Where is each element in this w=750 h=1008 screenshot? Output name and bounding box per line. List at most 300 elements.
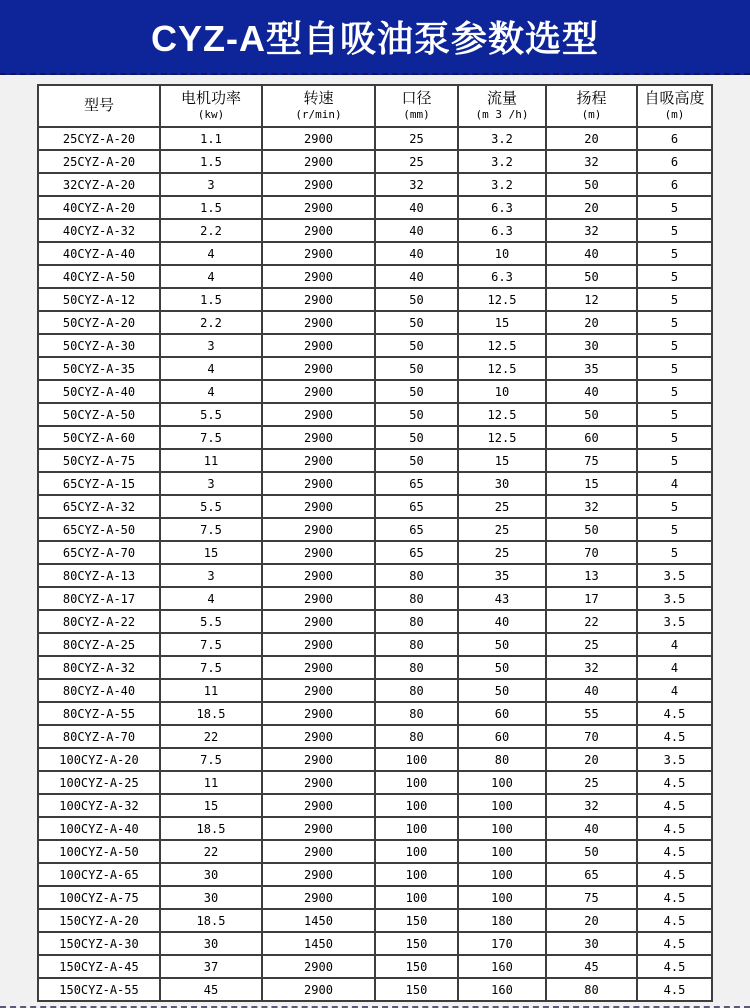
cell-speed: 2900 (262, 265, 375, 288)
cell-speed: 2900 (262, 978, 375, 1001)
cell-motor_power: 5.5 (160, 610, 262, 633)
cell-model: 50CYZ-A-20 (38, 311, 160, 334)
cell-suction_height: 4.5 (637, 932, 712, 955)
table-row (38, 265, 712, 288)
column-unit: (kw) (197, 108, 225, 121)
cell-suction_height: 4.5 (637, 886, 712, 909)
table-row (38, 426, 712, 449)
cell-flow: 100 (458, 817, 546, 840)
cell-diameter: 150 (375, 932, 458, 955)
cell-diameter: 50 (375, 311, 458, 334)
cell-motor_power: 22 (160, 840, 262, 863)
cell-speed: 2900 (262, 656, 375, 679)
table-row (38, 863, 712, 886)
cell-motor_power: 11 (160, 771, 262, 794)
cell-suction_height: 5 (637, 403, 712, 426)
cell-suction_height: 5 (637, 334, 712, 357)
cell-model: 40CYZ-A-40 (38, 242, 160, 265)
cell-flow: 50 (458, 679, 546, 702)
cell-motor_power: 30 (160, 863, 262, 886)
cell-diameter: 100 (375, 863, 458, 886)
table-row (38, 886, 712, 909)
cell-model: 100CYZ-A-40 (38, 817, 160, 840)
cell-suction_height: 4 (637, 679, 712, 702)
cell-flow: 3.2 (458, 173, 546, 196)
cell-diameter: 100 (375, 748, 458, 771)
cell-head: 20 (546, 196, 637, 219)
cell-suction_height: 5 (637, 242, 712, 265)
cell-speed: 2900 (262, 518, 375, 541)
column-label: 自吸高度 (644, 90, 705, 107)
cell-flow: 25 (458, 541, 546, 564)
cell-flow: 100 (458, 794, 546, 817)
pump-parameters-table (37, 84, 713, 1002)
cell-speed: 2900 (262, 380, 375, 403)
cell-flow: 43 (458, 587, 546, 610)
cell-model: 150CYZ-A-30 (38, 932, 160, 955)
table-row (38, 748, 712, 771)
cell-diameter: 40 (375, 265, 458, 288)
cell-flow: 12.5 (458, 288, 546, 311)
cell-motor_power: 7.5 (160, 518, 262, 541)
table-row (38, 564, 712, 587)
cell-diameter: 80 (375, 656, 458, 679)
column-header-model (38, 85, 160, 127)
cell-motor_power: 4 (160, 587, 262, 610)
table-row (38, 449, 712, 472)
cell-model: 65CYZ-A-50 (38, 518, 160, 541)
cell-diameter: 150 (375, 909, 458, 932)
cell-flow: 170 (458, 932, 546, 955)
table-row (38, 656, 712, 679)
cell-motor_power: 2.2 (160, 219, 262, 242)
cell-flow: 25 (458, 495, 546, 518)
cell-suction_height: 4 (637, 633, 712, 656)
cell-speed: 2900 (262, 196, 375, 219)
cell-suction_height: 4.5 (637, 863, 712, 886)
cell-diameter: 50 (375, 357, 458, 380)
cell-flow: 100 (458, 771, 546, 794)
cell-model: 150CYZ-A-20 (38, 909, 160, 932)
cell-suction_height: 5 (637, 518, 712, 541)
table-row (38, 587, 712, 610)
cell-speed: 2900 (262, 127, 375, 150)
cell-speed: 2900 (262, 449, 375, 472)
cell-flow: 6.3 (458, 265, 546, 288)
cell-suction_height: 4.5 (637, 955, 712, 978)
cell-speed: 2900 (262, 564, 375, 587)
cell-motor_power: 4 (160, 265, 262, 288)
cell-head: 50 (546, 518, 637, 541)
cell-suction_height: 6 (637, 150, 712, 173)
table-row (38, 909, 712, 932)
cell-model: 50CYZ-A-12 (38, 288, 160, 311)
cell-flow: 25 (458, 518, 546, 541)
table-row (38, 403, 712, 426)
cell-flow: 80 (458, 748, 546, 771)
cell-suction_height: 4.5 (637, 771, 712, 794)
cell-model: 80CYZ-A-40 (38, 679, 160, 702)
cell-motor_power: 30 (160, 886, 262, 909)
cell-model: 100CYZ-A-50 (38, 840, 160, 863)
cell-diameter: 50 (375, 380, 458, 403)
cell-speed: 2900 (262, 633, 375, 656)
column-header-motor_power (160, 85, 262, 127)
table-row (38, 702, 712, 725)
cell-motor_power: 15 (160, 541, 262, 564)
cell-speed: 2900 (262, 426, 375, 449)
table-row (38, 633, 712, 656)
cell-suction_height: 5 (637, 288, 712, 311)
table-row (38, 771, 712, 794)
cell-suction_height: 4.5 (637, 978, 712, 1001)
cell-head: 32 (546, 794, 637, 817)
cell-diameter: 100 (375, 794, 458, 817)
cell-speed: 2900 (262, 495, 375, 518)
cell-diameter: 32 (375, 173, 458, 196)
cell-motor_power: 1.5 (160, 288, 262, 311)
cell-motor_power: 4 (160, 357, 262, 380)
cell-model: 40CYZ-A-20 (38, 196, 160, 219)
column-unit: (r/min) (295, 108, 342, 121)
cell-diameter: 80 (375, 587, 458, 610)
cell-model: 100CYZ-A-25 (38, 771, 160, 794)
cell-motor_power: 11 (160, 449, 262, 472)
cell-head: 15 (546, 472, 637, 495)
cell-motor_power: 45 (160, 978, 262, 1001)
cell-model: 80CYZ-A-32 (38, 656, 160, 679)
cell-speed: 2900 (262, 150, 375, 173)
column-label: 转速 (303, 90, 334, 107)
cell-model: 50CYZ-A-30 (38, 334, 160, 357)
cell-motor_power: 11 (160, 679, 262, 702)
cell-speed: 2900 (262, 955, 375, 978)
cell-diameter: 100 (375, 886, 458, 909)
table-body (38, 127, 712, 1001)
cell-model: 150CYZ-A-55 (38, 978, 160, 1001)
cell-model: 100CYZ-A-75 (38, 886, 160, 909)
cell-flow: 6.3 (458, 219, 546, 242)
cell-flow: 10 (458, 242, 546, 265)
cell-diameter: 50 (375, 288, 458, 311)
table-row (38, 794, 712, 817)
table-row (38, 219, 712, 242)
cell-speed: 2900 (262, 886, 375, 909)
cell-speed: 2900 (262, 794, 375, 817)
cell-speed: 2900 (262, 472, 375, 495)
cell-head: 32 (546, 150, 637, 173)
cell-motor_power: 3 (160, 472, 262, 495)
cell-flow: 3.2 (458, 127, 546, 150)
cell-motor_power: 30 (160, 932, 262, 955)
cell-motor_power: 18.5 (160, 909, 262, 932)
cell-diameter: 65 (375, 518, 458, 541)
cell-head: 50 (546, 840, 637, 863)
cell-speed: 2900 (262, 173, 375, 196)
cell-speed: 2900 (262, 288, 375, 311)
header-row (38, 85, 712, 127)
cell-flow: 40 (458, 610, 546, 633)
cell-diameter: 50 (375, 449, 458, 472)
cell-model: 65CYZ-A-32 (38, 495, 160, 518)
cell-suction_height: 3.5 (637, 748, 712, 771)
cell-suction_height: 5 (637, 219, 712, 242)
cell-suction_height: 5 (637, 265, 712, 288)
cell-model: 80CYZ-A-13 (38, 564, 160, 587)
table-row (38, 472, 712, 495)
cell-head: 20 (546, 311, 637, 334)
cell-diameter: 100 (375, 840, 458, 863)
cell-model: 50CYZ-A-75 (38, 449, 160, 472)
table-row (38, 541, 712, 564)
cell-speed: 2900 (262, 541, 375, 564)
cell-suction_height: 3.5 (637, 587, 712, 610)
cell-head: 20 (546, 127, 637, 150)
table-row (38, 610, 712, 633)
cell-speed: 2900 (262, 771, 375, 794)
cell-head: 17 (546, 587, 637, 610)
cell-model: 50CYZ-A-60 (38, 426, 160, 449)
cell-motor_power: 15 (160, 794, 262, 817)
cell-model: 100CYZ-A-32 (38, 794, 160, 817)
cell-speed: 2900 (262, 334, 375, 357)
table-row (38, 725, 712, 748)
cell-flow: 15 (458, 449, 546, 472)
cell-suction_height: 5 (637, 357, 712, 380)
cell-head: 80 (546, 978, 637, 1001)
cell-suction_height: 4 (637, 656, 712, 679)
cell-flow: 12.5 (458, 334, 546, 357)
cell-head: 20 (546, 748, 637, 771)
table-row (38, 380, 712, 403)
cell-diameter: 80 (375, 702, 458, 725)
cell-head: 13 (546, 564, 637, 587)
cell-flow: 12.5 (458, 426, 546, 449)
cell-model: 100CYZ-A-65 (38, 863, 160, 886)
cell-speed: 2900 (262, 817, 375, 840)
cell-head: 32 (546, 656, 637, 679)
cell-suction_height: 5 (637, 495, 712, 518)
cell-flow: 100 (458, 840, 546, 863)
cell-head: 32 (546, 495, 637, 518)
cell-diameter: 80 (375, 633, 458, 656)
cell-suction_height: 3.5 (637, 564, 712, 587)
cell-speed: 2900 (262, 610, 375, 633)
cell-motor_power: 1.1 (160, 127, 262, 150)
column-label: 扬程 (576, 90, 607, 107)
cell-diameter: 80 (375, 564, 458, 587)
cell-flow: 60 (458, 725, 546, 748)
table-row (38, 196, 712, 219)
cell-motor_power: 5.5 (160, 403, 262, 426)
cell-motor_power: 7.5 (160, 633, 262, 656)
table-row (38, 311, 712, 334)
cell-head: 22 (546, 610, 637, 633)
cell-speed: 2900 (262, 242, 375, 265)
cell-flow: 180 (458, 909, 546, 932)
cell-diameter: 25 (375, 127, 458, 150)
cell-model: 100CYZ-A-20 (38, 748, 160, 771)
cell-flow: 15 (458, 311, 546, 334)
cell-flow: 50 (458, 633, 546, 656)
cell-motor_power: 7.5 (160, 748, 262, 771)
cell-diameter: 100 (375, 817, 458, 840)
cell-motor_power: 37 (160, 955, 262, 978)
cell-model: 50CYZ-A-50 (38, 403, 160, 426)
column-header-diameter (375, 85, 458, 127)
table-row (38, 495, 712, 518)
cell-speed: 2900 (262, 725, 375, 748)
cell-diameter: 50 (375, 426, 458, 449)
cell-suction_height: 4 (637, 472, 712, 495)
cell-motor_power: 3 (160, 564, 262, 587)
cell-model: 80CYZ-A-17 (38, 587, 160, 610)
cell-diameter: 100 (375, 771, 458, 794)
cell-motor_power: 18.5 (160, 702, 262, 725)
cell-flow: 50 (458, 656, 546, 679)
cell-flow: 12.5 (458, 357, 546, 380)
cell-head: 12 (546, 288, 637, 311)
cell-diameter: 50 (375, 403, 458, 426)
table-row (38, 357, 712, 380)
cell-motor_power: 4 (160, 380, 262, 403)
cell-model: 65CYZ-A-70 (38, 541, 160, 564)
cell-head: 70 (546, 541, 637, 564)
cell-head: 50 (546, 173, 637, 196)
cell-suction_height: 5 (637, 380, 712, 403)
cell-flow: 10 (458, 380, 546, 403)
cell-flow: 100 (458, 863, 546, 886)
cell-suction_height: 4.5 (637, 794, 712, 817)
cell-model: 32CYZ-A-20 (38, 173, 160, 196)
column-header-suction_height (637, 85, 712, 127)
cell-suction_height: 5 (637, 311, 712, 334)
cell-suction_height: 5 (637, 449, 712, 472)
table-row (38, 840, 712, 863)
cell-speed: 2900 (262, 679, 375, 702)
cell-model: 80CYZ-A-22 (38, 610, 160, 633)
cell-suction_height: 5 (637, 426, 712, 449)
cell-suction_height: 4.5 (637, 702, 712, 725)
cell-suction_height: 4.5 (637, 840, 712, 863)
cell-speed: 2900 (262, 840, 375, 863)
cell-motor_power: 18.5 (160, 817, 262, 840)
column-label: 电机功率 (180, 90, 241, 107)
cell-speed: 2900 (262, 863, 375, 886)
cell-head: 75 (546, 886, 637, 909)
cell-diameter: 40 (375, 219, 458, 242)
cell-speed: 2900 (262, 748, 375, 771)
cell-motor_power: 1.5 (160, 196, 262, 219)
cell-head: 65 (546, 863, 637, 886)
column-header-head (546, 85, 637, 127)
cell-model: 150CYZ-A-45 (38, 955, 160, 978)
cell-head: 75 (546, 449, 637, 472)
cell-speed: 2900 (262, 219, 375, 242)
cell-head: 30 (546, 334, 637, 357)
cell-flow: 160 (458, 955, 546, 978)
cell-head: 25 (546, 771, 637, 794)
table-row (38, 242, 712, 265)
cell-diameter: 50 (375, 334, 458, 357)
cell-flow: 35 (458, 564, 546, 587)
column-label: 流量 (486, 90, 517, 107)
cell-flow: 30 (458, 472, 546, 495)
cell-head: 70 (546, 725, 637, 748)
column-unit: (mm) (403, 108, 430, 121)
cell-suction_height: 6 (637, 127, 712, 150)
cell-suction_height: 3.5 (637, 610, 712, 633)
cell-suction_height: 5 (637, 541, 712, 564)
cell-head: 25 (546, 633, 637, 656)
cell-suction_height: 4.5 (637, 909, 712, 932)
cell-diameter: 65 (375, 495, 458, 518)
table-row (38, 334, 712, 357)
cell-head: 50 (546, 265, 637, 288)
cell-head: 40 (546, 817, 637, 840)
table-row (38, 288, 712, 311)
table-row (38, 955, 712, 978)
cell-model: 50CYZ-A-35 (38, 357, 160, 380)
table-row (38, 127, 712, 150)
cell-motor_power: 5.5 (160, 495, 262, 518)
cell-flow: 160 (458, 978, 546, 1001)
cell-motor_power: 22 (160, 725, 262, 748)
cell-motor_power: 2.2 (160, 311, 262, 334)
cell-motor_power: 3 (160, 334, 262, 357)
table-row (38, 978, 712, 1001)
cell-flow: 6.3 (458, 196, 546, 219)
cell-head: 40 (546, 679, 637, 702)
cell-head: 60 (546, 426, 637, 449)
table-row (38, 817, 712, 840)
cell-motor_power: 7.5 (160, 656, 262, 679)
cell-head: 32 (546, 219, 637, 242)
table-row (38, 932, 712, 955)
cell-flow: 100 (458, 886, 546, 909)
cell-model: 80CYZ-A-55 (38, 702, 160, 725)
cell-speed: 2900 (262, 587, 375, 610)
cell-model: 80CYZ-A-70 (38, 725, 160, 748)
table-row (38, 150, 712, 173)
cell-head: 40 (546, 242, 637, 265)
table-header (38, 85, 712, 127)
page-title: CYZ-A型自吸油泵参数选型 (151, 18, 599, 59)
cell-suction_height: 4.5 (637, 817, 712, 840)
column-header-speed (262, 85, 375, 127)
cell-diameter: 25 (375, 150, 458, 173)
cell-suction_height: 5 (637, 196, 712, 219)
cell-head: 30 (546, 932, 637, 955)
cell-model: 40CYZ-A-32 (38, 219, 160, 242)
cell-head: 45 (546, 955, 637, 978)
cell-model: 80CYZ-A-25 (38, 633, 160, 656)
table-row (38, 518, 712, 541)
cell-suction_height: 6 (637, 173, 712, 196)
cell-head: 50 (546, 403, 637, 426)
cell-head: 40 (546, 380, 637, 403)
cell-speed: 2900 (262, 403, 375, 426)
cell-diameter: 80 (375, 610, 458, 633)
page-banner (0, 0, 750, 75)
table-row (38, 679, 712, 702)
cell-motor_power: 3 (160, 173, 262, 196)
column-unit: (m 3 /h) (475, 108, 529, 121)
cell-model: 25CYZ-A-20 (38, 127, 160, 150)
cell-speed: 1450 (262, 932, 375, 955)
cell-flow: 12.5 (458, 403, 546, 426)
cell-speed: 2900 (262, 311, 375, 334)
